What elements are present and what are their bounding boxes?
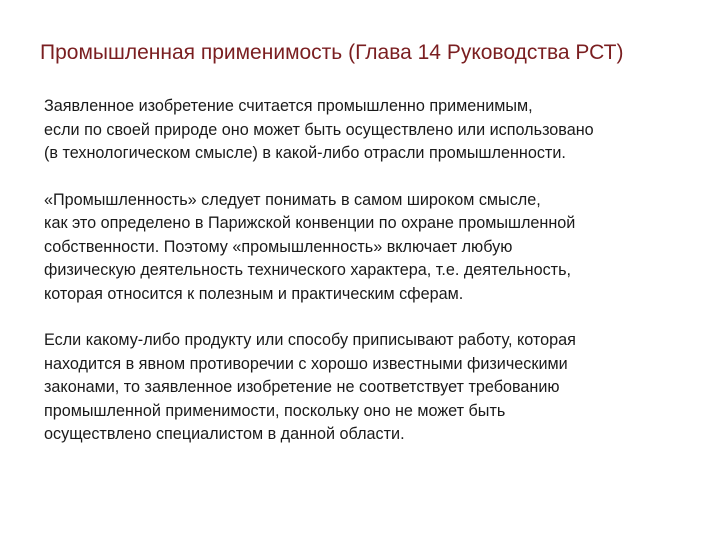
paragraph-definition	[44, 95, 704, 166]
text-line: если по своей природе оно может быть осуществлено или использовано	[44, 120, 594, 139]
text-line: Заявленное изобретение считается промышленно применимым,	[44, 97, 533, 115]
text-line: «Промышленность» следует понимать в самом широком смысле,	[44, 190, 541, 209]
text-line: которая относится к полезным и практическим сферам.	[44, 284, 464, 303]
text-line: физическую деятельность технического характера, т.е. деятельность,	[44, 261, 572, 279]
text-line: как это определено в Парижской конвенции по охране промышленной	[44, 214, 576, 232]
text-line: осуществлено специалистом в данной области.	[44, 425, 405, 443]
text-line: находится в явном противоречии с хорошо известными физическими	[44, 354, 568, 373]
text-line: (в технологическом смысле) в какой-либо отрасли промышленности.	[44, 144, 566, 162]
text-line: промышленной применимости, поскольку оно не может быть	[44, 401, 506, 420]
text-line: законами, то заявленное изобретение не соответствует требованию	[44, 378, 560, 396]
text-line: собственности. Поэтому «промышленность» включает любую	[44, 237, 513, 256]
text-line: Если какому-либо продукту или способу приписывают работу, которая	[44, 331, 576, 349]
paragraph-industry	[44, 189, 704, 307]
paragraph-physical-laws	[44, 329, 704, 447]
slide-body	[44, 95, 704, 470]
slide-title: Промышленная применимость (Глава 14 Руководства РСТ)	[40, 41, 624, 64]
